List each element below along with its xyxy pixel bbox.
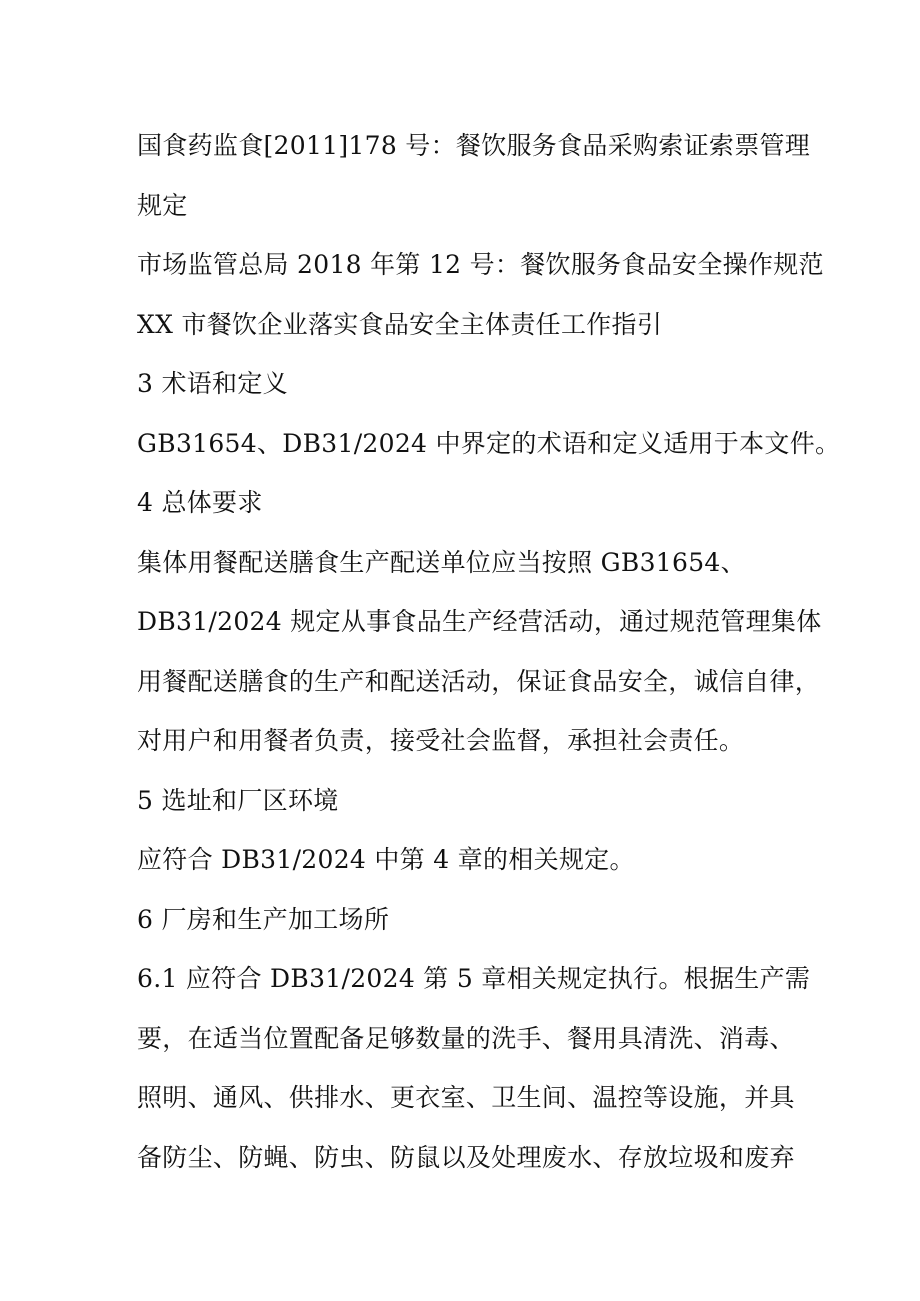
text-line-18: 备防尘、防蝇、防虫、防鼠以及处理废水、存放垃圾和废弃 (137, 1142, 795, 1172)
section-heading-6: 6 厂房和生产加工场所 (137, 904, 390, 934)
text-line-3: 市场监管总局 2018 年第 12 号：餐饮服务食品安全操作规范 (137, 250, 824, 279)
text-line-1: 国食药监食[2011]178 号：餐饮服务食品采购索证索票管理 (137, 131, 811, 160)
text-line-17: 照明、通风、供排水、更衣室、卫生间、温控等设施，并具 (137, 1083, 795, 1112)
text-line-13: 应符合 DB31/2024 中第 4 章的相关规定。 (137, 845, 635, 874)
text-line-9: DB31/2024 规定从事食品生产经营活动，通过规范管理集体 (137, 607, 822, 636)
text-line-2: 规定 (137, 190, 188, 220)
text-line-10: 用餐配送膳食的生产和配送活动，保证食品安全，诚信自律， (137, 666, 821, 696)
section-heading-4: 4 总体要求 (137, 488, 263, 517)
section-heading-3: 3 术语和定义 (137, 369, 288, 398)
text-line-11: 对用户和用餐者负责，接受社会监督，承担社会责任。 (137, 726, 745, 755)
text-line-15: 6.1 应符合 DB31/2024 第 5 章相关规定执行。根据生产需 (137, 964, 811, 993)
text-line-6: GB31654、DB31/2024 中界定的术语和定义适用于本文件。 (137, 428, 841, 458)
text-line-16: 要，在适当位置配备足够数量的洗手、餐用具清洗、消毒、 (137, 1023, 795, 1053)
document-body (137, 116, 841, 1187)
text-line-4: XX 市餐饮企业落实食品安全主体责任工作指引 (137, 309, 663, 339)
section-heading-5: 5 选址和厂区环境 (137, 785, 339, 815)
text-line-8: 集体用餐配送膳食生产配送单位应当按照 GB31654、 (137, 547, 746, 577)
